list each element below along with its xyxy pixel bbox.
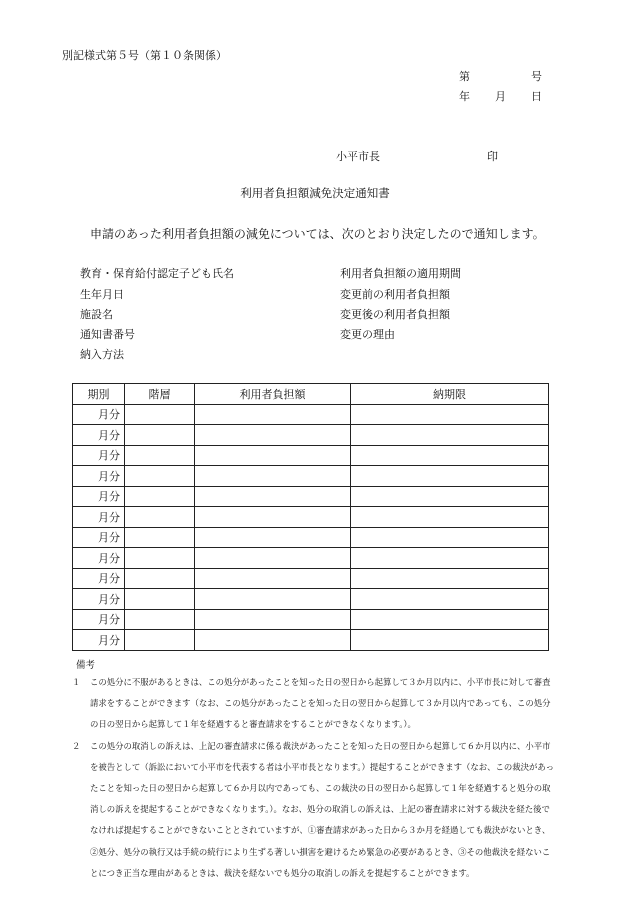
due-date-cell: [351, 486, 549, 507]
due-date-cell: [351, 609, 549, 630]
date-month: 月: [495, 90, 506, 103]
due-date-cell: [351, 445, 549, 466]
due-date-cell: [351, 568, 549, 589]
amount-cell: [195, 568, 351, 589]
header-due-date: 納期限: [351, 384, 549, 405]
tier-cell: [125, 630, 195, 651]
tier-cell: [125, 548, 195, 569]
notice-number-suffix: 号: [531, 70, 542, 83]
amount-cell: [195, 425, 351, 446]
document-title: 利用者負担額減免決定通知書: [240, 186, 390, 200]
header-period: 期別: [73, 384, 125, 405]
notes-section: [72, 672, 558, 884]
lead-sentence: 申請のあった利用者負担額の減免については、次のとおり決定したので通知します。: [90, 227, 545, 241]
tier-cell: [125, 445, 195, 466]
amount-cell: [195, 548, 351, 569]
period-cell: 月分: [73, 630, 125, 651]
header-tier: 階層: [125, 384, 195, 405]
tier-cell: [125, 507, 195, 528]
field-birth-date: 生年月日: [80, 288, 124, 301]
due-date-cell: [351, 425, 549, 446]
period-cell: 月分: [73, 486, 125, 507]
field-applicable-period: 利用者負担額の適用期間: [340, 267, 461, 280]
tier-cell: [125, 609, 195, 630]
tier-cell: [125, 466, 195, 487]
table-body: [73, 404, 549, 650]
note-number: ２: [72, 740, 81, 751]
table-row: [73, 404, 549, 425]
note-item: [72, 736, 558, 884]
header-amount: 利用者負担額: [195, 384, 351, 405]
field-facility-name: 施設名: [80, 308, 113, 321]
period-cell: 月分: [73, 527, 125, 548]
tier-cell: [125, 404, 195, 425]
amount-cell: [195, 486, 351, 507]
field-payment-method: 納入方法: [80, 348, 124, 361]
amount-cell: [195, 404, 351, 425]
amount-cell: [195, 609, 351, 630]
note-text: この処分の取消しの訴えは、上記の審査請求に係る裁決があったことを知った日の翌日から起算して６か月以内に、小平市を被告として（訴訟において小平市を代表する者は小平市長となります。）提起することができます（なお、この裁決があったことを知った日の翌日から起算して６か月以内であっても、この裁決の日の翌日から起算して１年を経過すると処分の取消しの訴えを提起することができなくなります。）。なお、処分の取消しの訴えは、上記の審査請求に対する裁決を経た後でなければ提起することができないこととされていますが、①審査請求があった日から３か月を経過しても裁決がないとき、②処分、処分の執行又は手続の続行により生ずる著しい損害を避けるため緊急の必要があるとき、③その他裁決を経ないことにつき正当な理由があるときは、裁決を経ないでも処分の取消しの訴えを提起することができます。: [90, 740, 555, 878]
period-cell: 月分: [73, 404, 125, 425]
tier-cell: [125, 486, 195, 507]
payment-schedule-table: [72, 383, 549, 651]
field-amount-before: 変更前の利用者負担額: [340, 288, 450, 301]
issuer-name: 小平市長: [336, 150, 380, 163]
table-row: [73, 548, 549, 569]
period-cell: 月分: [73, 425, 125, 446]
due-date-cell: [351, 527, 549, 548]
tier-cell: [125, 568, 195, 589]
notes-heading: 備考: [76, 660, 96, 671]
table-row: [73, 589, 549, 610]
table-row: [73, 466, 549, 487]
period-cell: 月分: [73, 568, 125, 589]
tier-cell: [125, 425, 195, 446]
amount-cell: [195, 507, 351, 528]
amount-cell: [195, 630, 351, 651]
period-cell: 月分: [73, 589, 125, 610]
due-date-cell: [351, 404, 549, 425]
table-row: [73, 425, 549, 446]
tier-cell: [125, 527, 195, 548]
field-amount-after: 変更後の利用者負担額: [340, 308, 450, 321]
date-year: 年: [459, 90, 470, 103]
date-day: 日: [531, 90, 542, 103]
field-child-name: 教育・保育給付認定子ども氏名: [80, 267, 234, 280]
table-row: [73, 630, 549, 651]
seal-mark: 印: [487, 150, 498, 163]
notice-number-label: 第: [459, 70, 470, 83]
form-identifier: 別記様式第５号（第１０条関係）: [62, 49, 227, 62]
due-date-cell: [351, 630, 549, 651]
table-row: [73, 507, 549, 528]
note-number: １: [72, 677, 81, 687]
due-date-cell: [351, 466, 549, 487]
period-cell: 月分: [73, 466, 125, 487]
note-item: [72, 672, 558, 736]
period-cell: 月分: [73, 548, 125, 569]
amount-cell: [195, 589, 351, 610]
amount-cell: [195, 445, 351, 466]
due-date-cell: [351, 589, 549, 610]
note-text: この処分に不服があるときは、この処分があったことを知った日の翌日から起算して３か月以内に、小平市長に対して審査請求をすることができます（なお、この処分があったことを知った日の翌日から起算して３か月以内であっても、この処分の日の翌日から起算して１年を経過すると審査請求をすることができなくなります。）。: [90, 677, 551, 730]
due-date-cell: [351, 507, 549, 528]
table-header-row: [73, 384, 549, 405]
table-row: [73, 609, 549, 630]
amount-cell: [195, 466, 351, 487]
table-row: [73, 568, 549, 589]
table-row: [73, 527, 549, 548]
field-change-reason: 変更の理由: [340, 328, 395, 341]
amount-cell: [195, 527, 351, 548]
due-date-cell: [351, 548, 549, 569]
period-cell: 月分: [73, 445, 125, 466]
field-notice-number: 通知書番号: [80, 328, 135, 341]
period-cell: 月分: [73, 609, 125, 630]
table-row: [73, 445, 549, 466]
tier-cell: [125, 589, 195, 610]
table-row: [73, 486, 549, 507]
period-cell: 月分: [73, 507, 125, 528]
